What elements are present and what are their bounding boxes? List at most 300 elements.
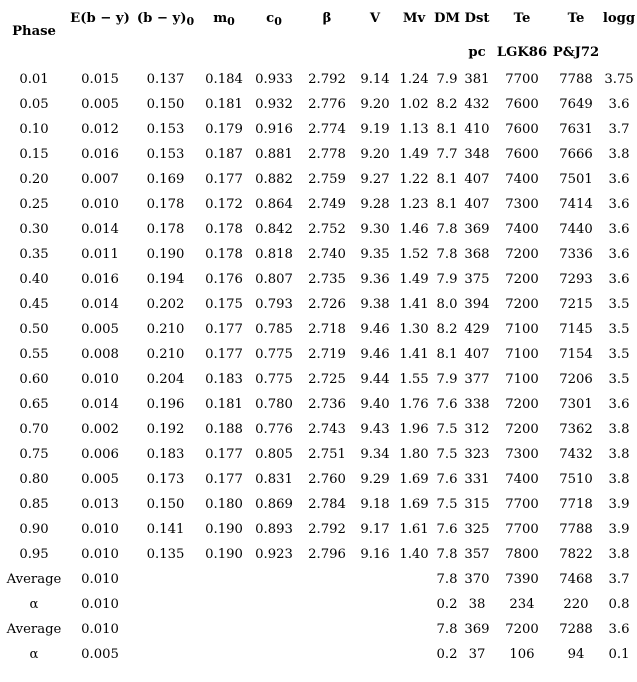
table-row	[0, 617, 637, 642]
cell-mv: 1.96	[399, 422, 429, 437]
cell-te2: 7154	[559, 347, 593, 362]
cell-phase: 0.30	[19, 222, 49, 237]
cell-m0	[199, 592, 249, 617]
cell-beta: 2.735	[308, 272, 346, 287]
cell-te1: 7100	[505, 347, 539, 362]
cell-beta	[299, 567, 355, 592]
cell-logg: 3.6	[608, 222, 630, 237]
cell-c0: 0.805	[255, 447, 293, 462]
cell-dst: 325	[464, 522, 490, 537]
cell-te1: 7700	[505, 72, 539, 87]
column-header-label: Te	[567, 11, 585, 26]
cell-v	[355, 592, 395, 617]
column-header-label: E(b − y)	[70, 11, 130, 26]
cell-mv: 1.02	[399, 97, 429, 112]
cell-te1: 7100	[505, 372, 539, 387]
column-header-m0	[199, 2, 249, 39]
table-row	[0, 67, 637, 92]
cell-te1: 7800	[505, 547, 539, 562]
table-row	[0, 242, 637, 267]
cell-phase: 0.01	[19, 72, 49, 87]
cell-beta: 2.778	[308, 147, 346, 162]
cell-beta: 2.725	[308, 372, 346, 387]
cell-mv	[395, 642, 433, 667]
cell-dm: 8.1	[436, 197, 458, 212]
column-subheader-mv	[395, 39, 433, 67]
cell-te2: 7501	[559, 172, 593, 187]
cell-by0: 0.196	[146, 397, 185, 412]
cell-mv	[395, 592, 433, 617]
cell-m0	[199, 617, 249, 642]
cell-te2: 7432	[559, 447, 593, 462]
cell-phase: 0.90	[19, 522, 49, 537]
cell-v: 9.36	[360, 272, 390, 287]
cell-by0: 0.150	[146, 497, 185, 512]
table-row	[0, 192, 637, 217]
cell-mv: 1.23	[399, 197, 429, 212]
cell-beta: 2.759	[308, 172, 346, 187]
cell-dst: 381	[464, 72, 490, 87]
cell-by0: 0.204	[146, 372, 185, 387]
cell-dm: 0.2	[436, 597, 458, 612]
cell-v: 9.46	[360, 322, 390, 337]
cell-te1: 7200	[505, 422, 539, 437]
cell-phase: 0.50	[19, 322, 49, 337]
cell-mv: 1.41	[399, 297, 429, 312]
table-row	[0, 592, 637, 617]
cell-te1: 7600	[505, 97, 539, 112]
cell-phase: 0.20	[19, 172, 49, 187]
cell-v: 9.34	[360, 447, 390, 462]
cell-v: 9.14	[360, 72, 390, 87]
cell-dst: 331	[464, 472, 490, 487]
cell-logg: 3.6	[608, 197, 630, 212]
column-subheader-dm	[433, 39, 461, 67]
cell-dst: 377	[464, 372, 490, 387]
cell-eby: 0.016	[81, 147, 119, 162]
cell-beta: 2.792	[308, 522, 346, 537]
cell-eby: 0.007	[81, 172, 119, 187]
cell-by0: 0.190	[146, 247, 185, 262]
cell-te1: 106	[509, 647, 535, 662]
cell-beta: 2.749	[308, 197, 346, 212]
column-header-v	[355, 2, 395, 39]
cell-m0: 0.181	[205, 397, 243, 412]
cell-eby: 0.005	[81, 322, 119, 337]
cell-beta: 2.751	[308, 447, 346, 462]
cell-v: 9.44	[360, 372, 390, 387]
cell-logg: 0.1	[608, 647, 630, 662]
cell-dm: 8.0	[436, 297, 458, 312]
cell-c0: 0.793	[255, 297, 293, 312]
cell-c0: 0.775	[255, 347, 293, 362]
cell-logg: 3.8	[608, 447, 630, 462]
cell-eby: 0.012	[81, 122, 119, 137]
cell-dst: 315	[464, 497, 490, 512]
table-row	[0, 167, 637, 192]
cell-mv: 1.40	[399, 547, 429, 562]
cell-beta: 2.760	[308, 472, 346, 487]
cell-dst: 348	[464, 147, 490, 162]
cell-m0: 0.188	[205, 422, 243, 437]
cell-logg: 3.8	[608, 472, 630, 487]
cell-by0	[132, 567, 199, 592]
cell-beta: 2.774	[308, 122, 346, 137]
cell-v	[355, 567, 395, 592]
cell-eby: 0.010	[81, 372, 119, 387]
cell-eby: 0.010	[81, 622, 119, 637]
cell-m0: 0.178	[205, 222, 243, 237]
column-header-label: Dst	[464, 11, 490, 26]
cell-v: 9.27	[360, 172, 390, 187]
cell-phase: 0.15	[19, 147, 49, 162]
cell-phase: 0.95	[19, 547, 49, 562]
table-row	[0, 392, 637, 417]
cell-dst: 407	[464, 197, 490, 212]
header-row	[0, 2, 637, 39]
cell-c0: 0.881	[255, 147, 293, 162]
column-subheader-beta	[299, 39, 355, 67]
cell-c0: 0.785	[255, 322, 293, 337]
cell-beta: 2.784	[308, 497, 346, 512]
cell-dst: 429	[464, 322, 490, 337]
table-row	[0, 567, 637, 592]
cell-te2: 7145	[559, 322, 593, 337]
cell-dst: 323	[464, 447, 490, 462]
table-row	[0, 467, 637, 492]
cell-by0: 0.194	[146, 272, 185, 287]
cell-te1: 7400	[505, 222, 539, 237]
cell-m0: 0.177	[205, 472, 243, 487]
cell-dm: 8.1	[436, 122, 458, 137]
cell-eby: 0.010	[81, 197, 119, 212]
column-header-by0	[132, 2, 199, 39]
cell-phase: 0.55	[19, 347, 49, 362]
column-header-dm	[433, 2, 461, 39]
cell-v: 9.30	[360, 222, 390, 237]
cell-mv: 1.24	[399, 72, 429, 87]
cell-logg: 0.8	[608, 597, 630, 612]
cell-by0: 0.153	[146, 122, 185, 137]
column-subheader-m0	[199, 39, 249, 67]
cell-by0: 0.150	[146, 97, 185, 112]
cell-beta: 2.740	[308, 247, 346, 262]
cell-phase: Average	[6, 622, 62, 637]
cell-te2: 7822	[559, 547, 593, 562]
cell-te2: 7510	[559, 472, 593, 487]
table-row	[0, 142, 637, 167]
cell-te2: 7631	[559, 122, 593, 137]
cell-m0	[199, 642, 249, 667]
cell-dm: 0.2	[436, 647, 458, 662]
column-header-label: logg	[602, 11, 636, 26]
table-row	[0, 267, 637, 292]
column-header-mv	[395, 2, 433, 39]
cell-phase: 0.35	[19, 247, 49, 262]
cell-te2: 7649	[559, 97, 593, 112]
cell-m0: 0.172	[205, 197, 243, 212]
cell-mv: 1.13	[399, 122, 429, 137]
column-header-dst	[461, 2, 493, 39]
subheader-row	[0, 39, 637, 67]
cell-eby: 0.002	[81, 422, 119, 437]
cell-mv: 1.46	[399, 222, 429, 237]
cell-eby: 0.010	[81, 547, 119, 562]
cell-dst: 312	[464, 422, 490, 437]
column-header-label: V	[369, 11, 381, 26]
column-header-label: Phase	[12, 24, 56, 39]
cell-c0: 0.882	[255, 172, 293, 187]
column-header-label: Te	[513, 11, 531, 26]
cell-by0	[132, 642, 199, 667]
cell-te2: 7788	[559, 72, 593, 87]
cell-te2: 7362	[559, 422, 593, 437]
cell-eby: 0.008	[81, 347, 119, 362]
cell-v: 9.17	[360, 522, 390, 537]
cell-logg: 3.7	[608, 572, 630, 587]
column-subheader-dst: pc	[468, 45, 486, 60]
cell-mv: 1.69	[399, 497, 429, 512]
cell-m0: 0.176	[205, 272, 243, 287]
cell-dm: 7.6	[436, 522, 458, 537]
column-header-phase	[0, 2, 68, 67]
cell-eby: 0.005	[81, 472, 119, 487]
column-subheader-by0	[132, 39, 199, 67]
cell-dm: 7.9	[436, 372, 458, 387]
cell-dm: 7.6	[436, 397, 458, 412]
column-header-beta	[299, 2, 355, 39]
cell-c0: 0.864	[255, 197, 293, 212]
cell-te2: 7288	[559, 622, 593, 637]
cell-mv: 1.61	[399, 522, 429, 537]
cell-eby: 0.015	[81, 72, 119, 87]
cell-c0: 0.807	[255, 272, 293, 287]
cell-m0	[199, 567, 249, 592]
cell-logg: 3.6	[608, 397, 630, 412]
cell-logg: 3.9	[608, 522, 630, 537]
cell-v: 9.18	[360, 497, 390, 512]
cell-dst: 37	[468, 647, 486, 662]
cell-v: 9.16	[360, 547, 390, 562]
cell-logg: 3.7	[608, 122, 630, 137]
cell-phase: 0.65	[19, 397, 49, 412]
cell-m0: 0.190	[205, 522, 243, 537]
cell-phase: α	[29, 647, 39, 662]
cell-m0: 0.177	[205, 347, 243, 362]
cell-te2: 94	[567, 647, 585, 662]
cell-eby: 0.005	[81, 97, 119, 112]
cell-logg: 3.5	[608, 322, 630, 337]
cell-te1: 234	[509, 597, 535, 612]
cell-te1: 7600	[505, 147, 539, 162]
cell-te1: 7300	[505, 197, 539, 212]
cell-v: 9.46	[360, 347, 390, 362]
cell-mv: 1.76	[399, 397, 429, 412]
cell-te2: 7666	[559, 147, 593, 162]
cell-by0: 0.178	[146, 197, 185, 212]
cell-beta	[299, 642, 355, 667]
cell-by0: 0.210	[146, 347, 185, 362]
cell-by0: 0.137	[146, 72, 185, 87]
column-subheader-eby	[68, 39, 132, 67]
cell-te2: 7788	[559, 522, 593, 537]
cell-m0: 0.178	[205, 247, 243, 262]
cell-phase: 0.60	[19, 372, 49, 387]
cell-c0	[249, 567, 299, 592]
cell-mv	[395, 617, 433, 642]
cell-by0: 0.173	[146, 472, 185, 487]
cell-logg: 3.6	[608, 622, 630, 637]
cell-dm: 7.5	[436, 497, 458, 512]
cell-c0: 0.932	[255, 97, 293, 112]
cell-eby: 0.010	[81, 597, 119, 612]
cell-mv: 1.30	[399, 322, 429, 337]
column-subheader-te1: LGK86	[496, 45, 548, 60]
cell-eby: 0.005	[81, 647, 119, 662]
cell-by0: 0.153	[146, 147, 185, 162]
cell-c0: 0.933	[255, 72, 293, 87]
cell-c0: 0.775	[255, 372, 293, 387]
cell-c0: 0.831	[255, 472, 293, 487]
cell-dst: 369	[464, 222, 490, 237]
cell-c0: 0.916	[255, 122, 293, 137]
cell-m0: 0.183	[205, 372, 243, 387]
column-subheader-c0	[249, 39, 299, 67]
cell-by0: 0.141	[146, 522, 185, 537]
cell-te2: 7440	[559, 222, 593, 237]
cell-m0: 0.179	[205, 122, 243, 137]
cell-by0: 0.178	[146, 222, 185, 237]
cell-phase: 0.80	[19, 472, 49, 487]
cell-te2: 7414	[559, 197, 593, 212]
table-row	[0, 292, 637, 317]
table-row	[0, 642, 637, 667]
cell-dm: 7.8	[436, 572, 458, 587]
cell-beta: 2.726	[308, 297, 346, 312]
cell-dm: 8.1	[436, 172, 458, 187]
cell-te2: 7468	[559, 572, 593, 587]
column-subheader-v	[355, 39, 395, 67]
cell-by0: 0.135	[146, 547, 185, 562]
cell-eby: 0.006	[81, 447, 119, 462]
cell-mv	[395, 567, 433, 592]
cell-te1: 7200	[505, 297, 539, 312]
cell-dst: 368	[464, 247, 490, 262]
cell-beta	[299, 592, 355, 617]
cell-eby: 0.014	[81, 222, 119, 237]
cell-beta	[299, 617, 355, 642]
table-row	[0, 492, 637, 517]
cell-mv: 1.41	[399, 347, 429, 362]
column-header-label: c	[266, 11, 275, 26]
cell-v: 9.20	[360, 97, 390, 112]
table-row	[0, 217, 637, 242]
cell-eby: 0.010	[81, 572, 119, 587]
cell-phase: 0.70	[19, 422, 49, 437]
cell-dm: 8.2	[436, 97, 458, 112]
cell-logg: 3.6	[608, 97, 630, 112]
cell-c0	[249, 592, 299, 617]
cell-by0: 0.192	[146, 422, 185, 437]
cell-mv: 1.69	[399, 472, 429, 487]
column-subheader-logg	[601, 39, 637, 67]
column-header-subscript: 0	[186, 15, 195, 28]
cell-phase: 0.25	[19, 197, 49, 212]
cell-dm: 7.8	[436, 622, 458, 637]
cell-logg: 3.75	[604, 72, 634, 87]
cell-dm: 8.2	[436, 322, 458, 337]
cell-dm: 7.7	[436, 147, 458, 162]
cell-v: 9.40	[360, 397, 390, 412]
column-header-subscript: 0	[274, 15, 282, 28]
cell-eby: 0.013	[81, 497, 119, 512]
cell-eby: 0.014	[81, 297, 119, 312]
cell-dst: 407	[464, 172, 490, 187]
cell-c0: 0.780	[255, 397, 293, 412]
cell-phase: 0.75	[19, 447, 49, 462]
cell-v: 9.19	[360, 122, 390, 137]
cell-te1: 7200	[505, 397, 539, 412]
table-row	[0, 317, 637, 342]
cell-dm: 7.5	[436, 422, 458, 437]
cell-by0	[132, 617, 199, 642]
cell-te2: 7206	[559, 372, 593, 387]
cell-logg: 3.5	[608, 372, 630, 387]
table-row	[0, 442, 637, 467]
cell-mv: 1.55	[399, 372, 429, 387]
cell-dst: 369	[464, 622, 490, 637]
cell-c0: 0.893	[255, 522, 293, 537]
table-row	[0, 542, 637, 567]
cell-v: 9.35	[360, 247, 390, 262]
cell-dm: 7.8	[436, 547, 458, 562]
cell-m0: 0.177	[205, 322, 243, 337]
cell-mv: 1.52	[399, 247, 429, 262]
cell-logg: 3.5	[608, 347, 630, 362]
cell-dst: 357	[464, 547, 490, 562]
table-body	[0, 67, 637, 667]
cell-logg: 3.6	[608, 272, 630, 287]
cell-c0: 0.923	[255, 547, 293, 562]
cell-by0: 0.202	[146, 297, 185, 312]
cell-phase: α	[29, 597, 39, 612]
cell-by0	[132, 592, 199, 617]
cell-phase: Average	[6, 572, 62, 587]
table-row	[0, 417, 637, 442]
cell-te2: 7301	[559, 397, 593, 412]
photometry-table	[0, 2, 637, 667]
cell-logg: 3.9	[608, 497, 630, 512]
cell-te1: 7400	[505, 472, 539, 487]
table-row	[0, 517, 637, 542]
cell-phase: 0.05	[19, 97, 49, 112]
cell-mv: 1.49	[399, 147, 429, 162]
cell-dm: 7.8	[436, 247, 458, 262]
cell-by0: 0.183	[146, 447, 185, 462]
cell-dm: 7.9	[436, 72, 458, 87]
cell-dst: 410	[464, 122, 490, 137]
cell-dm: 7.8	[436, 222, 458, 237]
column-header-te2	[551, 2, 601, 39]
cell-logg: 3.8	[608, 147, 630, 162]
cell-te1: 7600	[505, 122, 539, 137]
cell-te1: 7200	[505, 622, 539, 637]
column-header-logg	[601, 2, 637, 39]
cell-dst: 338	[464, 397, 490, 412]
cell-m0: 0.187	[205, 147, 243, 162]
cell-m0: 0.175	[205, 297, 243, 312]
cell-mv: 1.49	[399, 272, 429, 287]
